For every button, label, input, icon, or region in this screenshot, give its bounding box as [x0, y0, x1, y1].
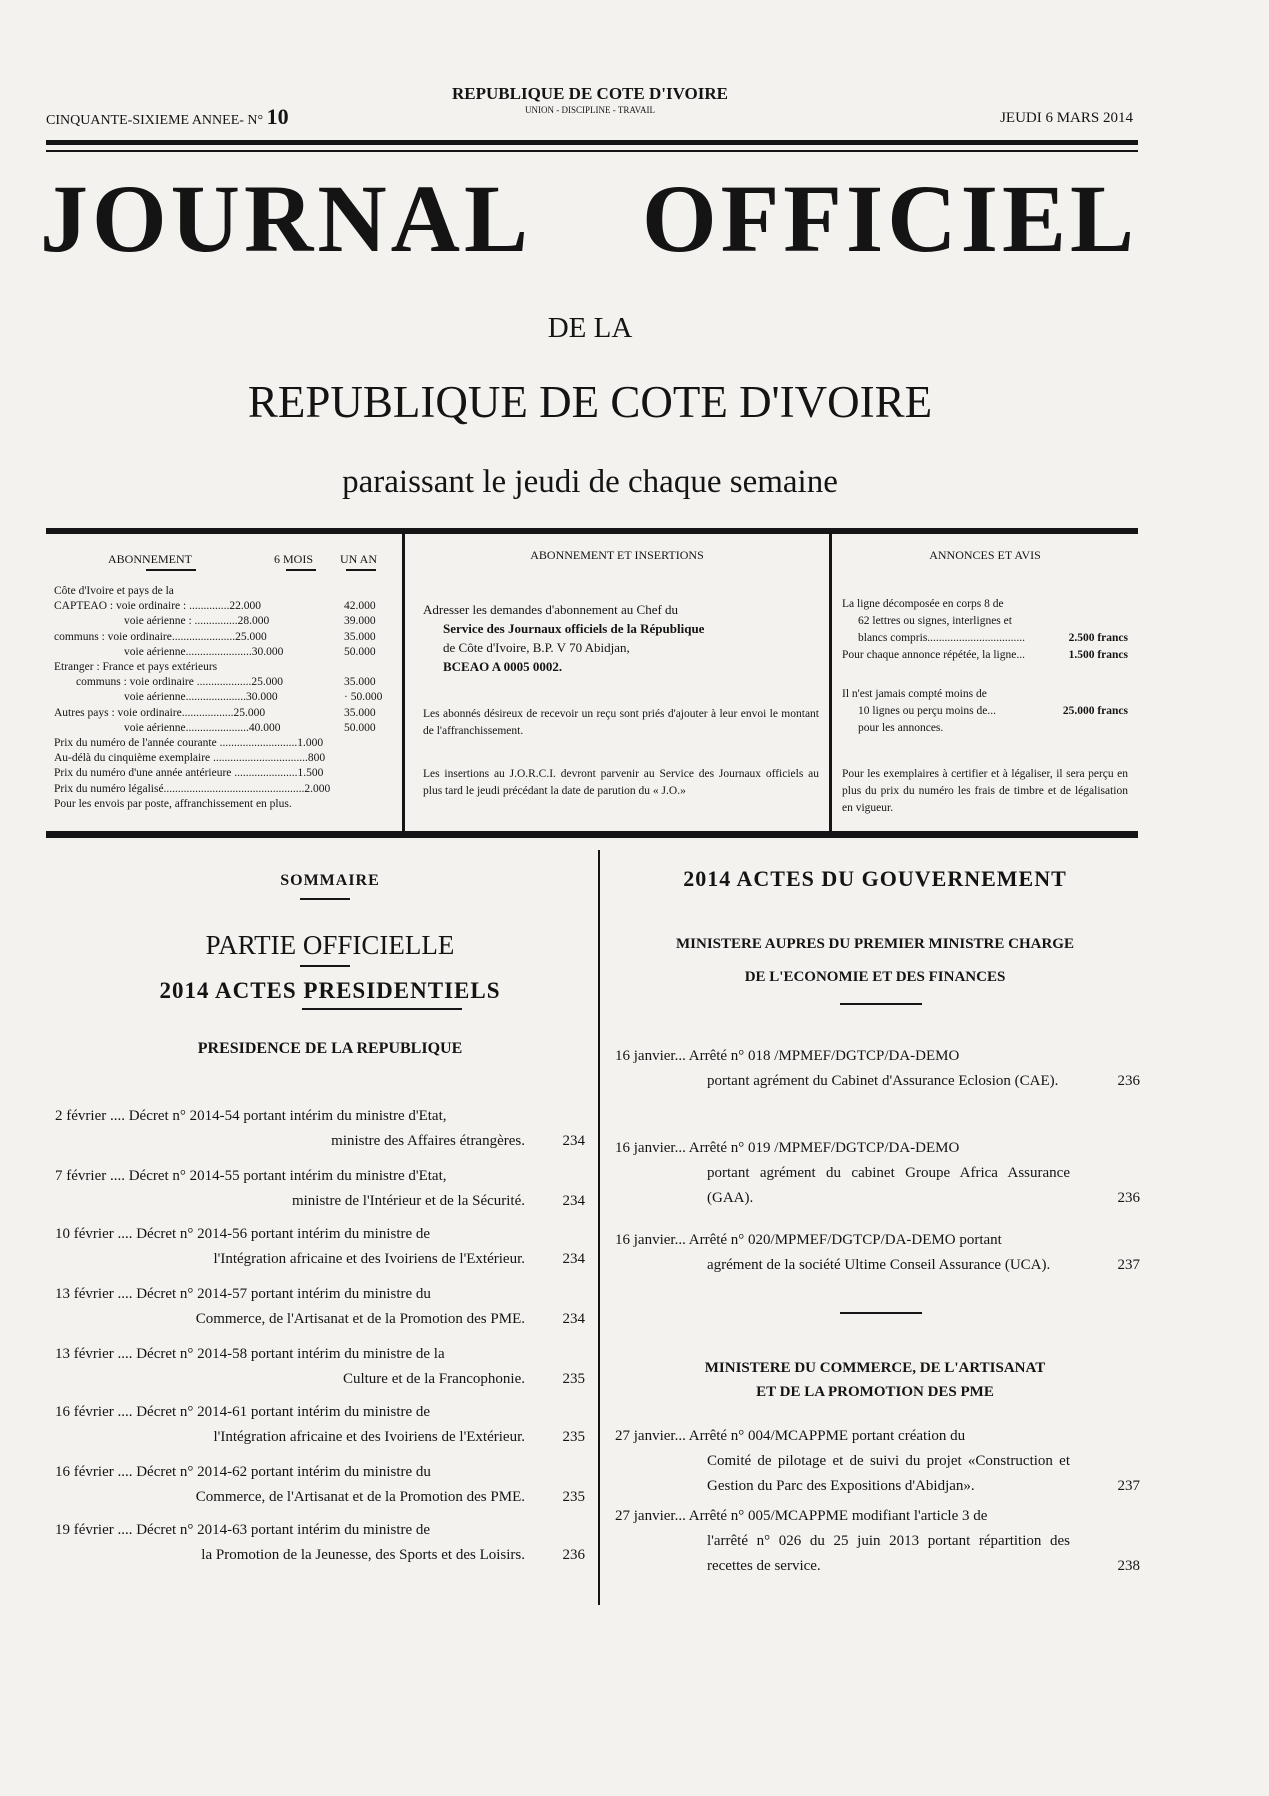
insertions-header: ABONNEMENT ET INSERTIONS — [530, 548, 704, 562]
tarif-value — [344, 797, 394, 812]
tarif-label: communs : voie ordinaire......................25.000 — [54, 630, 267, 643]
tarif-row — [54, 675, 394, 690]
toc-entry — [615, 1044, 1140, 1094]
tarif-label: Au-délà du cinquième exemplaire .................................800 — [54, 752, 326, 765]
insertions-address: Adresser les demandes d'abonnement au Chef du Service des Journaux officiels de la République de Côte d'Ivoire, B.P. V 70 Abidjan, BCEAO A 0005 0002. — [423, 602, 705, 674]
tarif-label: Etranger : France et pays extérieurs — [54, 661, 218, 674]
insertions-receipt: Les abonnés désireux de recevoir un reçu sont priés d'ajouter à leur envoi le montant de l'affranchissement. — [423, 708, 819, 737]
toc-entry — [55, 1104, 585, 1154]
toc-entry — [615, 1424, 1140, 1499]
tarif-row — [54, 706, 394, 721]
tarif-label: voie aérienne : ...............28.000 — [124, 615, 270, 628]
tarif-value — [344, 584, 394, 599]
toc-page-number: 235 — [562, 1371, 585, 1387]
toc-entry-title: 2 février .... Décret n° 2014-54 portant intérim du ministre d'Etat, — [55, 1108, 447, 1124]
tarif-value: 50.000 — [344, 645, 376, 658]
toc-entry-subject: Comité de pilotage et de suivi du projet «Construction et Gestion du Parc des Expositions d'Abidjan». — [707, 1453, 1070, 1494]
ministry1-underline — [840, 1003, 922, 1005]
abonnement-header: ABONNEMENT — [108, 552, 192, 566]
tarif-value: 39.000 — [344, 615, 376, 628]
annonces-minimum: Il n'est jamais compté moins de 10 lignes ou perçu moins de... 25.000 francs pour les annonces. — [842, 688, 1128, 734]
tarif-label: voie aérienne.......................30.000 — [124, 645, 284, 658]
toc-entry-subject: l'Intégration africaine et des Ivoiriens de l'Extérieur. — [213, 1429, 525, 1445]
toc-entry-subject: Commerce, de l'Artisanat et de la Promotion des PME. — [195, 1311, 525, 1327]
tarif-value: 35.000 — [344, 706, 376, 719]
col-6mois: 6 MOIS — [274, 552, 314, 566]
masthead-republique: REPUBLIQUE DE COTE D'IVOIRE — [247, 377, 933, 427]
annonces-rates: La ligne décomposée en corps 8 de 62 lettres ou signes, interlignes et blancs compris.................................. 2.500 francs Pour chaque annonce répétée, la ligne... 1.500 francs — [842, 598, 1128, 661]
tarif-row — [54, 584, 394, 599]
toc-entry-subject: l'arrêté n° 026 du 25 juin 2013 portant répartition des recettes de service. — [707, 1533, 1070, 1574]
tarif-row — [54, 645, 394, 660]
ministry-separator — [840, 1312, 922, 1314]
ministry-economy-heading: MINISTERE AUPRES DU PREMIER MINISTRE CHARGE DE L'ECONOMIE ET DES FINANCES — [676, 936, 1074, 985]
toc-entry-subject: portant agrément du Cabinet d'Assurance Eclosion (CAE). — [707, 1073, 1059, 1089]
toc-entry-title: 7 février .... Décret n° 2014-55 portant intérim du ministre d'Etat, — [55, 1168, 447, 1184]
toc-entry — [55, 1282, 585, 1332]
masthead-word-journal: JOURNAL — [40, 165, 533, 272]
masthead-title — [40, 164, 1138, 274]
tarif-value — [344, 660, 394, 675]
toc-entry-title: 13 février .... Décret n° 2014-58 portant intérim du ministre de la — [55, 1346, 445, 1362]
partie-underline — [300, 965, 350, 967]
toc-entry — [55, 1222, 585, 1272]
tarif-row — [54, 721, 394, 736]
actes-gouvernement: 2014 ACTES DU GOUVERNEMENT — [683, 866, 1067, 891]
tarif-label: voie aérienne......................40.000 — [124, 721, 281, 734]
toc-page-number: 238 — [1117, 1558, 1140, 1574]
tarif-label: Côte d'Ivoire et pays de la — [54, 585, 174, 597]
actes-presidentiels: 2014 ACTES PRESIDENTIELS — [159, 978, 501, 1003]
tarif-row — [54, 690, 394, 705]
tarif-row — [54, 797, 394, 812]
subscription-box — [46, 528, 1138, 837]
toc-entry-title: 19 février .... Décret n° 2014-63 portant intérim du ministre de — [55, 1522, 431, 1538]
col-unan: UN AN — [340, 552, 378, 566]
issue-number — [46, 104, 289, 130]
masthead-de-la: DE LA — [547, 312, 633, 344]
tarif-value: · 50.000 — [344, 691, 383, 704]
country-header — [400, 84, 780, 115]
tarif-value: 50.000 — [344, 721, 376, 734]
toc-entry-title: 16 janvier... Arrêté n° 018 /MPMEF/DGTCP/DA-DEMO — [615, 1048, 960, 1064]
toc-entry — [55, 1400, 585, 1450]
insertions-column — [405, 534, 832, 831]
toc-entry — [55, 1518, 585, 1568]
toc-entry-title: 16 février .... Décret n° 2014-62 portant intérim du ministre du — [55, 1464, 431, 1480]
toc-page-number: 237 — [1117, 1257, 1140, 1273]
tarif-row — [54, 614, 394, 629]
toc-page-number: 235 — [562, 1489, 585, 1505]
tarif-label: Autres pays : voie ordinaire..................25.000 — [54, 706, 266, 719]
presidence-heading: PRESIDENCE DE LA REPUBLIQUE — [197, 1040, 463, 1057]
toc-entry-title: 27 janvier... Arrêté n° 005/MCAPPME modifiant l'article 3 de — [615, 1508, 988, 1524]
issue-date: JEUDI 6 MARS 2014 — [1000, 110, 1133, 126]
insertions-deadline: Les insertions au J.O.R.C.I. devront parvenir au Service des Journaux officiels au plus tard le jeudi précédant la date de parution du « J.O.» — [423, 768, 819, 797]
toc-entry-subject: l'Intégration africaine et des Ivoiriens de l'Extérieur. — [213, 1251, 525, 1267]
toc-page-number: 237 — [1117, 1478, 1140, 1494]
year-label: CINQUANTE-SIXIEME ANNEE- N° — [46, 113, 264, 128]
tarif-row — [54, 766, 394, 781]
toc-page-number: 234 — [562, 1193, 585, 1209]
country-name: REPUBLIQUE DE COTE D'IVOIRE — [452, 84, 728, 103]
toc-entry — [55, 1460, 585, 1510]
toc-entry-subject: Commerce, de l'Artisanat et de la Promotion des PME. — [195, 1489, 525, 1505]
tarif-value — [344, 782, 394, 797]
tarif-row — [54, 751, 394, 766]
tarif-label: CAPTEAO : voie ordinaire : ..............22.000 — [54, 600, 261, 613]
toc-page-number: 234 — [562, 1311, 585, 1327]
toc-entry-subject: ministre de l'Intérieur et de la Sécurité. — [291, 1193, 525, 1209]
toc-page-number: 234 — [562, 1133, 585, 1149]
toc-entry-title: 16 janvier... Arrêté n° 020/MPMEF/DGTCP/DA-DEMO portant — [615, 1232, 1002, 1248]
annonces-column — [832, 534, 1138, 831]
toc-entry-title: 27 janvier... Arrêté n° 004/MCAPPME portant création du — [615, 1428, 966, 1444]
tarif-value — [344, 751, 394, 766]
column-divider — [598, 850, 600, 1605]
tarif-label: Prix du numéro d'une année antérieure ......................1.500 — [54, 767, 324, 780]
section-rule — [46, 833, 1138, 838]
ministry-commerce-heading: MINISTERE DU COMMERCE, DE L'ARTISANAT ET DE LA PROMOTION DES PME — [704, 1360, 1046, 1400]
toc-entry — [615, 1228, 1140, 1278]
toc-entry-title: 10 février .... Décret n° 2014-56 portant intérim du ministre de — [55, 1226, 431, 1242]
tarif-label: communs : voie ordinaire ...................25.000 — [76, 676, 283, 689]
toc-entry — [615, 1504, 1140, 1579]
toc-entry-subject: agrément de la société Ultime Conseil Assurance (UCA). — [707, 1257, 1051, 1273]
top-rule — [46, 140, 1138, 145]
tarif-value — [344, 766, 394, 781]
tarif-label: Prix du numéro de l'année courante ...........................1.000 — [54, 737, 324, 750]
tarif-row — [54, 630, 394, 645]
tarif-table — [54, 584, 394, 812]
toc-entry-title: 13 février .... Décret n° 2014-57 portant intérim du ministre du — [55, 1286, 431, 1302]
toc-page-number: 236 — [1117, 1073, 1140, 1089]
annonces-legalisation: Pour les exemplaires à certifier et à légaliser, il sera perçu en plus du prix du numéro les frais de timbre et de légalisation en vigueur. — [842, 768, 1128, 814]
toc-entry-title: 16 janvier... Arrêté n° 019 /MPMEF/DGTCP/DA-DEMO — [615, 1140, 960, 1156]
tarif-row — [54, 660, 394, 675]
toc-page-number: 236 — [1117, 1190, 1140, 1206]
tarif-label: Pour les envois par poste, affranchissement en plus. — [54, 797, 292, 810]
number-value: 10 — [266, 104, 289, 129]
tarif-value: 35.000 — [344, 676, 376, 689]
tarif-value: 42.000 — [344, 600, 376, 613]
toc-page-number: 234 — [562, 1251, 585, 1267]
tarif-row — [54, 736, 394, 751]
toc-page-number: 236 — [562, 1547, 585, 1563]
actes-underline — [302, 1008, 462, 1010]
toc-entry — [615, 1136, 1140, 1211]
top-rule-thin — [46, 150, 1138, 152]
motto: UNION - DISCIPLINE - TRAVAIL — [525, 105, 655, 115]
toc-entry-title: 16 février .... Décret n° 2014-61 portant intérim du ministre de — [55, 1404, 431, 1420]
toc-page-number: 235 — [562, 1429, 585, 1445]
tarif-value — [344, 736, 394, 751]
sommaire-underline — [300, 898, 350, 900]
abonnement-column — [46, 534, 405, 831]
tarif-row — [54, 599, 394, 614]
tarif-label: Prix du numéro légalisé.................................................2.000 — [54, 782, 331, 795]
toc-entry — [55, 1342, 585, 1392]
toc-entry-subject: la Promotion de la Jeunesse, des Sports et des Loisirs. — [201, 1547, 525, 1563]
toc-entry — [55, 1164, 585, 1214]
tarif-value: 35.000 — [344, 630, 376, 643]
annonces-header: ANNONCES ET AVIS — [929, 548, 1041, 562]
partie-officielle: PARTIE OFFICIELLE — [205, 930, 455, 960]
toc-entry-subject: portant agrément du cabinet Groupe Africa Assurance (GAA). — [707, 1165, 1070, 1206]
tarif-row — [54, 782, 394, 797]
sommaire-title: SOMMAIRE — [280, 872, 380, 889]
toc-entry-subject: Culture et de la Francophonie. — [342, 1371, 525, 1387]
masthead-frequency: paraissant le jeudi de chaque semaine — [342, 464, 838, 500]
tarif-label: voie aérienne.....................30.000 — [124, 691, 278, 704]
toc-entry-subject: ministre des Affaires étrangères. — [331, 1133, 525, 1149]
masthead-word-officiel: OFFICIEL — [641, 165, 1138, 272]
